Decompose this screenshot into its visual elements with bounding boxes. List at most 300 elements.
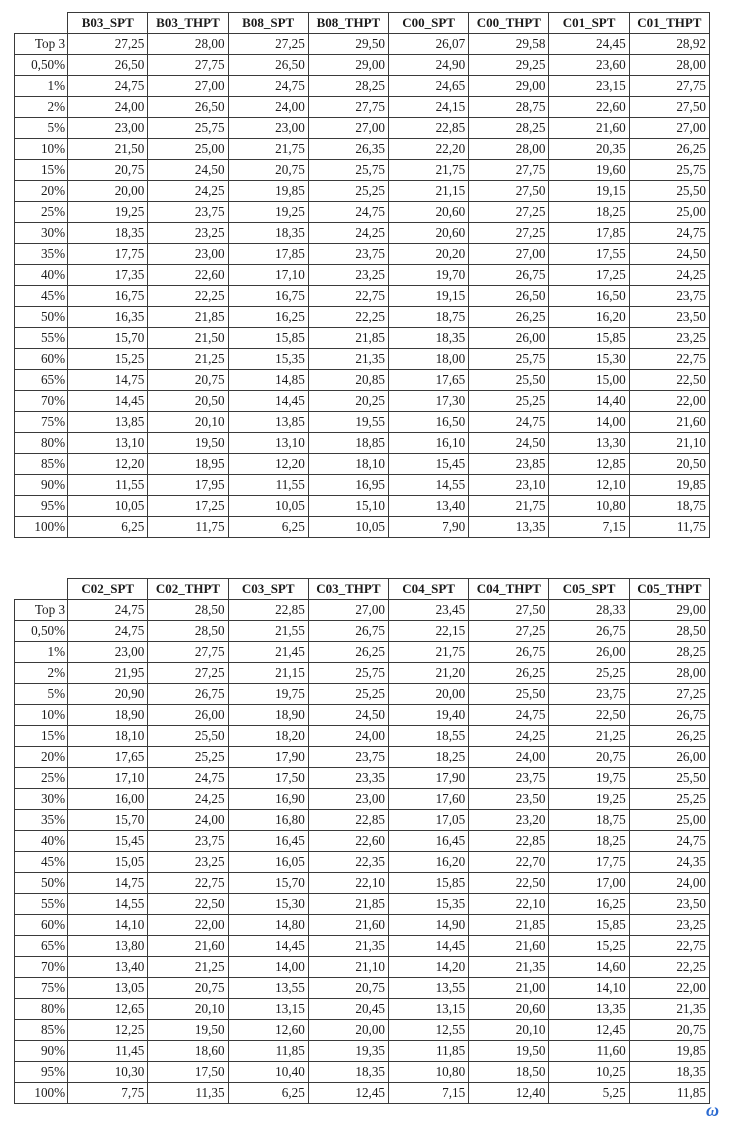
score-cell: 27,50 — [629, 97, 709, 118]
score-cell: 15,35 — [228, 349, 308, 370]
score-cell: 27,00 — [469, 244, 549, 265]
row-label: 10% — [15, 139, 68, 160]
score-cell: 17,50 — [228, 768, 308, 789]
score-cell: 25,25 — [469, 391, 549, 412]
score-cell: 23,00 — [68, 642, 148, 663]
row-label: 20% — [15, 181, 68, 202]
score-cell: 14,60 — [549, 957, 629, 978]
score-cell: 24,50 — [148, 160, 228, 181]
table-row — [15, 433, 710, 454]
score-cell: 19,50 — [469, 1041, 549, 1062]
score-cell: 15,25 — [68, 349, 148, 370]
score-cell: 20,00 — [68, 181, 148, 202]
score-cell: 16,50 — [549, 286, 629, 307]
score-cell: 15,10 — [308, 496, 388, 517]
score-cell: 23,50 — [469, 789, 549, 810]
score-cell: 24,75 — [68, 600, 148, 621]
score-cell: 13,30 — [549, 433, 629, 454]
score-cell: 23,75 — [549, 684, 629, 705]
score-cell: 26,25 — [469, 307, 549, 328]
score-cell: 17,55 — [549, 244, 629, 265]
score-cell: 22,75 — [629, 349, 709, 370]
score-cell: 25,50 — [469, 684, 549, 705]
score-cell: 26,50 — [228, 55, 308, 76]
score-cell: 17,90 — [228, 747, 308, 768]
score-cell: 27,75 — [308, 97, 388, 118]
score-cell: 23,85 — [469, 454, 549, 475]
table-row — [15, 915, 710, 936]
score-cell: 24,75 — [629, 223, 709, 244]
score-cell: 16,35 — [68, 307, 148, 328]
score-cell: 20,25 — [308, 391, 388, 412]
score-cell: 13,40 — [68, 957, 148, 978]
score-cell: 12,65 — [68, 999, 148, 1020]
score-cell: 26,50 — [68, 55, 148, 76]
score-cell: 22,85 — [389, 118, 469, 139]
score-cell: 15,25 — [549, 936, 629, 957]
score-cell: 24,15 — [389, 97, 469, 118]
score-cell: 17,10 — [68, 768, 148, 789]
score-cell: 18,35 — [228, 223, 308, 244]
score-cell: 20,35 — [549, 139, 629, 160]
score-cell: 11,60 — [549, 1041, 629, 1062]
score-cell: 17,65 — [389, 370, 469, 391]
score-cell: 14,75 — [68, 370, 148, 391]
score-cell: 25,50 — [469, 370, 549, 391]
score-cell: 20,10 — [148, 999, 228, 1020]
table-row — [15, 223, 710, 244]
score-cell: 21,75 — [389, 642, 469, 663]
score-cell: 19,50 — [148, 433, 228, 454]
score-cell: 18,35 — [629, 1062, 709, 1083]
score-cell: 10,05 — [308, 517, 388, 538]
row-label: 70% — [15, 391, 68, 412]
score-cell: 22,25 — [629, 957, 709, 978]
score-cell: 25,25 — [308, 181, 388, 202]
score-cell: 19,40 — [389, 705, 469, 726]
score-cell: 24,75 — [629, 831, 709, 852]
score-cell: 27,50 — [469, 600, 549, 621]
column-header: C04_THPT — [469, 579, 549, 600]
score-cell: 19,85 — [228, 181, 308, 202]
score-cell: 21,10 — [308, 957, 388, 978]
score-cell: 17,95 — [148, 475, 228, 496]
score-cell: 22,60 — [148, 265, 228, 286]
row-label: 55% — [15, 894, 68, 915]
score-cell: 14,75 — [68, 873, 148, 894]
score-cell: 17,90 — [389, 768, 469, 789]
score-cell: 21,15 — [389, 181, 469, 202]
score-cell: 10,05 — [228, 496, 308, 517]
score-cell: 29,25 — [469, 55, 549, 76]
score-cell: 21,75 — [228, 139, 308, 160]
score-cell: 12,45 — [549, 1020, 629, 1041]
score-cell: 20,75 — [629, 1020, 709, 1041]
score-cell: 25,75 — [308, 160, 388, 181]
score-cell: 14,55 — [68, 894, 148, 915]
score-cell: 16,75 — [68, 286, 148, 307]
score-cell: 13,85 — [228, 412, 308, 433]
table-row — [15, 496, 710, 517]
column-header: C00_SPT — [389, 13, 469, 34]
score-cell: 21,50 — [148, 328, 228, 349]
score-cell: 23,60 — [549, 55, 629, 76]
row-label: 30% — [15, 789, 68, 810]
score-cell: 12,10 — [549, 475, 629, 496]
score-cell: 26,75 — [469, 642, 549, 663]
table-row — [15, 391, 710, 412]
column-header: C00_THPT — [469, 13, 549, 34]
score-cell: 12,45 — [308, 1083, 388, 1104]
score-cell: 21,35 — [629, 999, 709, 1020]
score-cell: 11,85 — [228, 1041, 308, 1062]
table-row — [15, 202, 710, 223]
score-cell: 24,50 — [308, 705, 388, 726]
score-cell: 18,25 — [389, 747, 469, 768]
score-cell: 10,05 — [68, 496, 148, 517]
table-row — [15, 97, 710, 118]
score-table-1 — [14, 12, 710, 538]
score-cell: 20,00 — [389, 684, 469, 705]
score-cell: 11,75 — [629, 517, 709, 538]
score-cell: 16,20 — [389, 852, 469, 873]
score-cell: 16,05 — [228, 852, 308, 873]
score-cell: 20,45 — [308, 999, 388, 1020]
row-label: 15% — [15, 726, 68, 747]
score-cell: 19,15 — [549, 181, 629, 202]
table-row — [15, 978, 710, 999]
score-cell: 24,50 — [629, 244, 709, 265]
row-label: 2% — [15, 663, 68, 684]
score-cell: 28,00 — [629, 55, 709, 76]
table-row — [15, 894, 710, 915]
score-cell: 27,75 — [629, 76, 709, 97]
table-row — [15, 600, 710, 621]
score-cell: 26,50 — [148, 97, 228, 118]
table-row — [15, 517, 710, 538]
score-cell: 25,00 — [629, 810, 709, 831]
score-cell: 21,35 — [469, 957, 549, 978]
score-cell: 18,00 — [389, 349, 469, 370]
score-cell: 6,25 — [68, 517, 148, 538]
score-cell: 28,25 — [469, 118, 549, 139]
table-row — [15, 663, 710, 684]
score-cell: 24,75 — [308, 202, 388, 223]
row-label: 5% — [15, 684, 68, 705]
score-cell: 15,85 — [228, 328, 308, 349]
corner-cell — [15, 13, 68, 34]
score-cell: 24,75 — [148, 768, 228, 789]
score-cell: 7,75 — [68, 1083, 148, 1104]
row-label: 100% — [15, 1083, 68, 1104]
table-row — [15, 244, 710, 265]
score-cell: 16,25 — [549, 894, 629, 915]
score-cell: 11,35 — [148, 1083, 228, 1104]
column-header: C03_THPT — [308, 579, 388, 600]
score-cell: 20,10 — [469, 1020, 549, 1041]
score-cell: 21,50 — [68, 139, 148, 160]
score-cell: 24,00 — [68, 97, 148, 118]
score-cell: 28,50 — [629, 621, 709, 642]
score-cell: 18,85 — [308, 433, 388, 454]
score-cell: 10,25 — [549, 1062, 629, 1083]
row-label: 50% — [15, 307, 68, 328]
table-row — [15, 307, 710, 328]
score-cell: 22,00 — [629, 391, 709, 412]
table-row — [15, 831, 710, 852]
score-cell: 14,00 — [228, 957, 308, 978]
score-cell: 28,25 — [308, 76, 388, 97]
score-cell: 27,25 — [469, 202, 549, 223]
row-label: Top 3 — [15, 34, 68, 55]
score-cell: 14,20 — [389, 957, 469, 978]
table-row — [15, 789, 710, 810]
score-cell: 19,85 — [629, 1041, 709, 1062]
table-row — [15, 747, 710, 768]
score-cell: 26,25 — [629, 726, 709, 747]
score-cell: 13,15 — [389, 999, 469, 1020]
score-cell: 19,15 — [389, 286, 469, 307]
score-cell: 24,75 — [469, 705, 549, 726]
score-cell: 23,75 — [629, 286, 709, 307]
table-row — [15, 265, 710, 286]
score-cell: 26,00 — [469, 328, 549, 349]
score-cell: 26,50 — [469, 286, 549, 307]
row-label: 90% — [15, 1041, 68, 1062]
score-cell: 17,25 — [549, 265, 629, 286]
score-cell: 7,15 — [389, 1083, 469, 1104]
score-cell: 22,25 — [308, 307, 388, 328]
column-header: C01_SPT — [549, 13, 629, 34]
row-label: 55% — [15, 328, 68, 349]
score-cell: 11,85 — [629, 1083, 709, 1104]
score-cell: 12,60 — [228, 1020, 308, 1041]
score-cell: 19,35 — [308, 1041, 388, 1062]
score-cell: 20,90 — [68, 684, 148, 705]
score-cell: 22,50 — [148, 894, 228, 915]
score-cell: 15,05 — [68, 852, 148, 873]
score-cell: 19,85 — [629, 475, 709, 496]
column-header: B08_THPT — [308, 13, 388, 34]
score-cell: 21,75 — [469, 496, 549, 517]
score-cell: 20,75 — [68, 160, 148, 181]
score-cell: 10,40 — [228, 1062, 308, 1083]
table-row — [15, 810, 710, 831]
score-cell: 14,90 — [389, 915, 469, 936]
score-cell: 20,75 — [228, 160, 308, 181]
score-cell: 12,25 — [68, 1020, 148, 1041]
score-cell: 26,75 — [469, 265, 549, 286]
score-cell: 14,45 — [68, 391, 148, 412]
score-cell: 13,55 — [228, 978, 308, 999]
score-cell: 21,85 — [308, 894, 388, 915]
score-cell: 27,50 — [469, 181, 549, 202]
score-cell: 16,00 — [68, 789, 148, 810]
score-cell: 25,75 — [308, 663, 388, 684]
score-cell: 28,00 — [629, 663, 709, 684]
row-label: 65% — [15, 370, 68, 391]
row-label: 60% — [15, 915, 68, 936]
score-cell: 18,10 — [308, 454, 388, 475]
score-cell: 24,90 — [389, 55, 469, 76]
row-label: Top 3 — [15, 600, 68, 621]
score-cell: 11,55 — [228, 475, 308, 496]
score-cell: 17,00 — [549, 873, 629, 894]
column-header: C05_THPT — [629, 579, 709, 600]
score-cell: 18,90 — [68, 705, 148, 726]
row-label: 25% — [15, 202, 68, 223]
score-cell: 21,10 — [629, 433, 709, 454]
table-row — [15, 370, 710, 391]
score-cell: 21,45 — [228, 642, 308, 663]
table-row — [15, 475, 710, 496]
score-cell: 20,75 — [308, 978, 388, 999]
score-cell: 20,60 — [469, 999, 549, 1020]
score-cell: 23,50 — [629, 307, 709, 328]
score-cell: 22,75 — [148, 873, 228, 894]
score-cell: 13,35 — [549, 999, 629, 1020]
row-label: 45% — [15, 286, 68, 307]
score-cell: 18,25 — [549, 202, 629, 223]
score-cell: 13,15 — [228, 999, 308, 1020]
score-cell: 13,85 — [68, 412, 148, 433]
table-row — [15, 286, 710, 307]
score-cell: 16,45 — [389, 831, 469, 852]
score-cell: 24,00 — [228, 97, 308, 118]
score-cell: 23,45 — [389, 600, 469, 621]
score-cell: 17,35 — [68, 265, 148, 286]
score-cell: 13,80 — [68, 936, 148, 957]
score-cell: 18,90 — [228, 705, 308, 726]
row-label: 70% — [15, 957, 68, 978]
row-label: 5% — [15, 118, 68, 139]
score-cell: 10,80 — [549, 496, 629, 517]
score-cell: 15,85 — [549, 328, 629, 349]
score-cell: 23,25 — [148, 223, 228, 244]
row-label: 45% — [15, 852, 68, 873]
score-cell: 24,00 — [148, 810, 228, 831]
score-cell: 21,60 — [549, 118, 629, 139]
score-cell: 25,25 — [148, 747, 228, 768]
row-label: 80% — [15, 999, 68, 1020]
score-cell: 12,85 — [549, 454, 629, 475]
score-cell: 22,50 — [549, 705, 629, 726]
score-cell: 18,60 — [148, 1041, 228, 1062]
score-cell: 23,10 — [469, 475, 549, 496]
row-label: 75% — [15, 412, 68, 433]
score-cell: 13,10 — [228, 433, 308, 454]
score-cell: 27,25 — [629, 684, 709, 705]
row-label: 25% — [15, 768, 68, 789]
score-cell: 15,30 — [549, 349, 629, 370]
score-cell: 24,45 — [549, 34, 629, 55]
score-cell: 23,75 — [148, 202, 228, 223]
score-cell: 26,35 — [308, 139, 388, 160]
score-cell: 14,45 — [228, 391, 308, 412]
row-label: 2% — [15, 97, 68, 118]
table-row — [15, 1020, 710, 1041]
score-cell: 24,00 — [629, 873, 709, 894]
score-cell: 28,00 — [469, 139, 549, 160]
score-cell: 10,80 — [389, 1062, 469, 1083]
score-cell: 16,75 — [228, 286, 308, 307]
score-cell: 16,50 — [389, 412, 469, 433]
row-label: 65% — [15, 936, 68, 957]
corner-cell — [15, 579, 68, 600]
score-cell: 25,25 — [308, 684, 388, 705]
score-cell: 24,35 — [629, 852, 709, 873]
header-row — [15, 579, 710, 600]
score-cell: 19,75 — [549, 768, 629, 789]
score-cell: 28,92 — [629, 34, 709, 55]
score-cell: 24,00 — [308, 726, 388, 747]
row-label: 20% — [15, 747, 68, 768]
score-cell: 11,45 — [68, 1041, 148, 1062]
table-row — [15, 621, 710, 642]
score-cell: 24,75 — [469, 412, 549, 433]
score-cell: 21,20 — [389, 663, 469, 684]
score-cell: 21,35 — [308, 936, 388, 957]
score-cell: 25,25 — [629, 789, 709, 810]
score-cell: 19,70 — [389, 265, 469, 286]
score-cell: 22,85 — [228, 600, 308, 621]
score-cell: 15,00 — [549, 370, 629, 391]
score-cell: 21,85 — [469, 915, 549, 936]
score-cell: 14,80 — [228, 915, 308, 936]
column-header: C04_SPT — [389, 579, 469, 600]
score-cell: 25,00 — [629, 202, 709, 223]
row-label: 0,50% — [15, 55, 68, 76]
score-cell: 15,85 — [389, 873, 469, 894]
score-cell: 22,35 — [308, 852, 388, 873]
row-label: 85% — [15, 1020, 68, 1041]
score-cell: 22,75 — [308, 286, 388, 307]
score-cell: 24,75 — [228, 76, 308, 97]
score-cell: 15,70 — [68, 328, 148, 349]
score-cell: 21,25 — [549, 726, 629, 747]
table-row — [15, 181, 710, 202]
table-row — [15, 55, 710, 76]
table-row — [15, 684, 710, 705]
score-cell: 21,55 — [228, 621, 308, 642]
score-cell: 20,20 — [389, 244, 469, 265]
score-cell: 13,05 — [68, 978, 148, 999]
score-cell: 27,00 — [308, 118, 388, 139]
score-cell: 23,00 — [68, 118, 148, 139]
table-row — [15, 328, 710, 349]
score-cell: 20,75 — [549, 747, 629, 768]
score-cell: 11,85 — [389, 1041, 469, 1062]
column-header: B08_SPT — [228, 13, 308, 34]
score-cell: 18,10 — [68, 726, 148, 747]
score-cell: 16,20 — [549, 307, 629, 328]
score-cell: 22,20 — [389, 139, 469, 160]
score-cell: 20,50 — [629, 454, 709, 475]
score-cell: 17,75 — [549, 852, 629, 873]
score-cell: 26,75 — [549, 621, 629, 642]
score-cell: 13,35 — [469, 517, 549, 538]
score-cell: 13,10 — [68, 433, 148, 454]
score-cell: 28,50 — [148, 600, 228, 621]
row-label: 80% — [15, 433, 68, 454]
score-cell: 20,85 — [308, 370, 388, 391]
table-row — [15, 139, 710, 160]
score-cell: 23,20 — [469, 810, 549, 831]
score-cell: 14,45 — [389, 936, 469, 957]
score-cell: 16,10 — [389, 433, 469, 454]
score-cell: 16,90 — [228, 789, 308, 810]
score-cell: 18,35 — [68, 223, 148, 244]
